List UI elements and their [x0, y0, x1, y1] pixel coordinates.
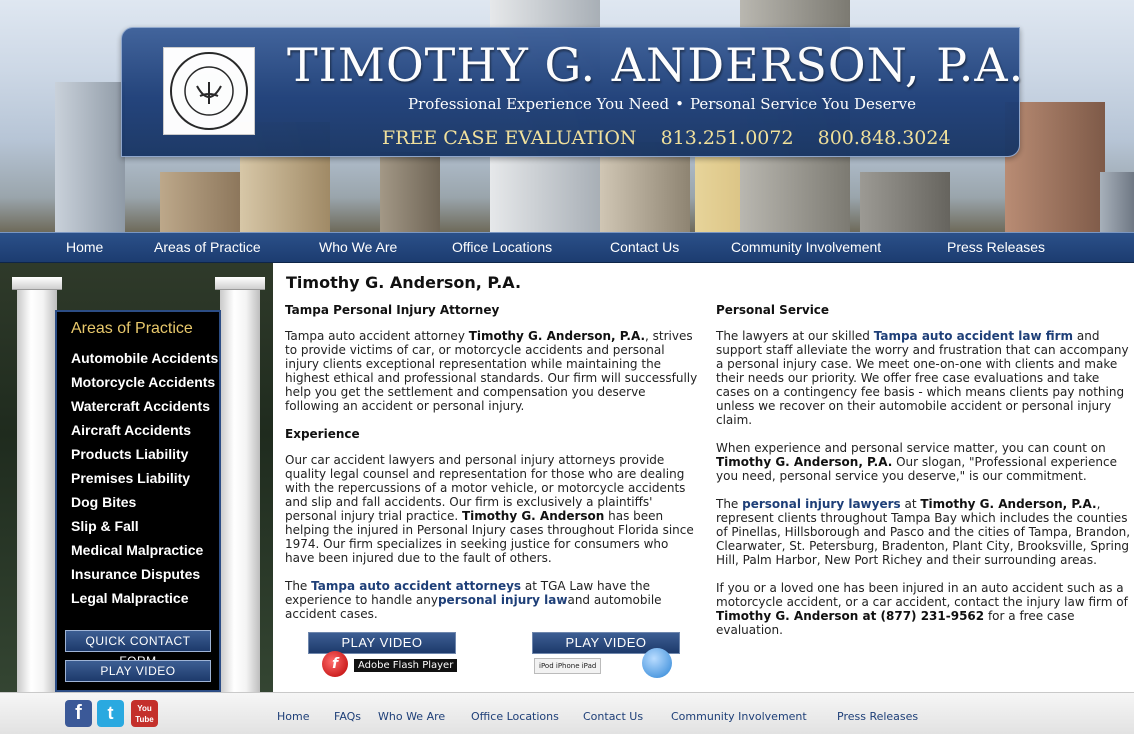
- left-column-pillar: [17, 277, 57, 692]
- skyline-building: [1005, 102, 1105, 232]
- footer-link-contact-us[interactable]: Contact Us: [583, 710, 644, 723]
- ipod-iphone-ipad-label: iPod iPhone iPad: [534, 658, 601, 674]
- text: , represent clients throughout Tampa Bay which includes the counties of Pinellas, Hillsborough and Pasco and the cities of Tampa, Brandon, Clearwater, St. Petersburg, Bradenton, Plant City, Brooksville, Spring Hill, Palm Harbor, New Port Richey and their surrounding areas.: [716, 497, 1131, 567]
- skyline-building: [160, 172, 240, 232]
- nav-areas-of-practice[interactable]: Areas of Practice: [154, 239, 261, 255]
- practice-item-premises-liability[interactable]: Premises Liability: [71, 470, 191, 486]
- footer-link-press-releases[interactable]: Press Releases: [837, 710, 919, 723]
- text: Tampa auto accident attorney: [285, 329, 469, 343]
- header-banner: [0, 0, 1134, 232]
- tagline: [382, 95, 942, 113]
- text: The: [716, 497, 743, 511]
- intro-paragraph: [285, 329, 701, 413]
- text: The: [285, 579, 312, 593]
- apple-icon: [642, 648, 672, 678]
- practice-item-dog-bites[interactable]: Dog Bites: [71, 494, 137, 510]
- text: Our car accident lawyers and personal injury attorneys provide quality legal counsel and representation for those who are dealing with the repercussions of a motor vehicle, or motorcycle accidents and slip and fall accidents. Our firm is exclusively a plaintiffs' personal injury trial practice.: [285, 453, 686, 523]
- firm-name-bold: Timothy G. Anderson, P.A.: [716, 455, 893, 469]
- link-personal-injury-lawyers[interactable]: personal injury lawyers: [742, 497, 901, 511]
- firm-name-bold: Timothy G. Anderson, P.A.: [920, 497, 1097, 511]
- practice-item-insurance-disputes[interactable]: Insurance Disputes: [71, 566, 201, 582]
- facebook-icon[interactable]: f: [65, 700, 92, 727]
- text: , strives to provide victims of car, or motorcycle accidents and personal injury clients exceptional representation while maintaining the highest ethical and professional standards. Our firm will successfully help you get the settlement and compensation you deserve following an accident or personal injury.: [285, 329, 698, 413]
- content-column-right: [716, 303, 1132, 651]
- sidebar-play-video-button[interactable]: PLAY VIDEO: [65, 660, 211, 682]
- link-tampa-auto-accident-law-firm[interactable]: Tampa auto accident law firm: [873, 329, 1074, 343]
- text: The lawyers at our skilled: [716, 329, 874, 343]
- nav-home[interactable]: Home: [66, 239, 104, 255]
- main-content: [273, 263, 1134, 692]
- content-column-left: [285, 303, 701, 635]
- contact-paragraph: [716, 581, 1132, 637]
- practice-item-motorcycle-accidents[interactable]: Motorcycle Accidents: [71, 374, 216, 390]
- bullet-icon: •: [675, 95, 684, 113]
- text: at: [900, 497, 921, 511]
- link-tampa-auto-accident-attorneys[interactable]: Tampa auto accident attorneys: [311, 579, 522, 593]
- header-panel: [121, 27, 1025, 157]
- quick-contact-form-button[interactable]: QUICK CONTACT: [65, 630, 211, 652]
- tagline-left: Professional Experience You Need: [407, 95, 670, 113]
- nav-contact-us[interactable]: Contact Us: [610, 239, 680, 255]
- florida-bar-seal-logo: [163, 47, 255, 135]
- nav-office-locations[interactable]: Office Locations: [452, 239, 553, 255]
- attorney-name-bold: Timothy G. Anderson: [462, 509, 605, 523]
- practice-item-aircraft-accidents[interactable]: Aircraft Accidents: [71, 422, 192, 438]
- flash-video-block: [308, 632, 456, 676]
- text: If you or a loved one has been injured in an auto accident such as a motorcycle accident, or a car accident, contact the injury law firm of: [716, 581, 1128, 609]
- nav-who-we-are[interactable]: Who We Are: [319, 239, 398, 255]
- free-case-evaluation-row: [382, 127, 951, 149]
- service-area-paragraph: [716, 497, 1132, 567]
- skyline-building: [55, 82, 125, 232]
- areas-of-practice-panel: [55, 310, 221, 692]
- attorneys-paragraph: [285, 579, 701, 621]
- text: for a free case evaluation.: [716, 609, 1075, 637]
- skyline-building: [860, 172, 950, 232]
- adobe-flash-icon: f: [322, 651, 348, 677]
- skyline-building: [380, 152, 440, 232]
- areas-of-practice-title: Areas of Practice: [71, 320, 193, 337]
- play-video-apple-button[interactable]: PLAY VIDEO: [532, 632, 680, 654]
- tagline-right: Personal Service You Deserve: [689, 95, 916, 113]
- play-video-flash-button[interactable]: PLAY VIDEO: [308, 632, 456, 654]
- slogan-paragraph: [716, 441, 1132, 483]
- page-title: Timothy G. Anderson, P.A.: [286, 273, 522, 292]
- text: and automobile accident cases.: [285, 593, 662, 621]
- main-nav: [0, 232, 1134, 263]
- practice-item-products-liability[interactable]: Products Liability: [71, 446, 189, 462]
- twitter-icon[interactable]: t: [97, 700, 124, 727]
- text: at TGA Law have the experience to handle any: [285, 579, 651, 607]
- practice-item-slip-and-fall[interactable]: Slip & Fall: [71, 518, 139, 534]
- footer-link-who-we-are[interactable]: Who We Are: [378, 710, 446, 723]
- footer-link-home[interactable]: Home: [277, 710, 310, 723]
- section-heading-personal-injury-attorney: Tampa Personal Injury Attorney: [285, 303, 500, 317]
- text: When experience and personal service matter, you can count on: [716, 441, 1106, 455]
- phone-number-local[interactable]: 813.251.0072: [660, 127, 794, 149]
- practice-list: [71, 350, 218, 614]
- firm-name-heading: TIMOTHY G. ANDERSON, P.A.: [287, 38, 1025, 92]
- text: has been helping the injured in Personal Injury cases throughout Florida since 1974. Our firm specializes in seeking justice for consumers who have been injured due to the fault of others.: [285, 509, 694, 565]
- section-heading-experience: Experience: [285, 427, 360, 441]
- youtube-icon[interactable]: You Tube: [131, 700, 158, 727]
- skyline-building: [1100, 172, 1134, 232]
- nav-community-involvement[interactable]: Community Involvement: [731, 239, 882, 255]
- experience-paragraph: [285, 453, 701, 565]
- contact-phone-bold: Timothy G. Anderson at (877) 231-9562: [716, 609, 985, 623]
- practice-item-medical-malpractice[interactable]: Medical Malpractice: [71, 542, 204, 558]
- apple-video-block: [532, 632, 680, 676]
- adobe-flash-player-label: Adobe Flash Player: [354, 659, 457, 672]
- text: Our slogan, "Professional experience you need, personal service you deserve," is our commitment.: [716, 455, 1117, 483]
- footer-link-faqs[interactable]: FAQs: [334, 710, 362, 723]
- firm-name-bold: Timothy G. Anderson, P.A.: [468, 329, 646, 343]
- text: and support staff alleviate the worry and frustration that can accompany a personal injury case. We meet one-on-one with clients and make their needs our priority. We offer free case evaluations and take cases on a contingency fee basis - which means clients pay nothing unless we recover on their automobile accident or personal injury claim.: [716, 329, 1129, 427]
- right-column-pillar: [220, 277, 260, 692]
- practice-item-automobile-accidents[interactable]: Automobile Accidents: [71, 350, 219, 366]
- footer: [0, 692, 1134, 734]
- footer-link-office-locations[interactable]: Office Locations: [471, 710, 559, 723]
- free-case-evaluation-label: FREE CASE EVALUATION: [382, 127, 637, 149]
- practice-item-legal-malpractice[interactable]: Legal Malpractice: [71, 590, 189, 606]
- practice-item-watercraft-accidents[interactable]: Watercraft Accidents: [71, 398, 211, 414]
- footer-link-community-involvement[interactable]: Community Involvement: [671, 710, 807, 723]
- personal-service-paragraph: [716, 329, 1132, 427]
- link-personal-injury-law[interactable]: personal injury law: [437, 593, 568, 607]
- section-heading-personal-service: Personal Service: [716, 303, 830, 317]
- phone-number-tollfree[interactable]: 800.848.3024: [817, 127, 951, 149]
- nav-press-releases[interactable]: Press Releases: [947, 239, 1046, 255]
- sidebar: [0, 263, 273, 692]
